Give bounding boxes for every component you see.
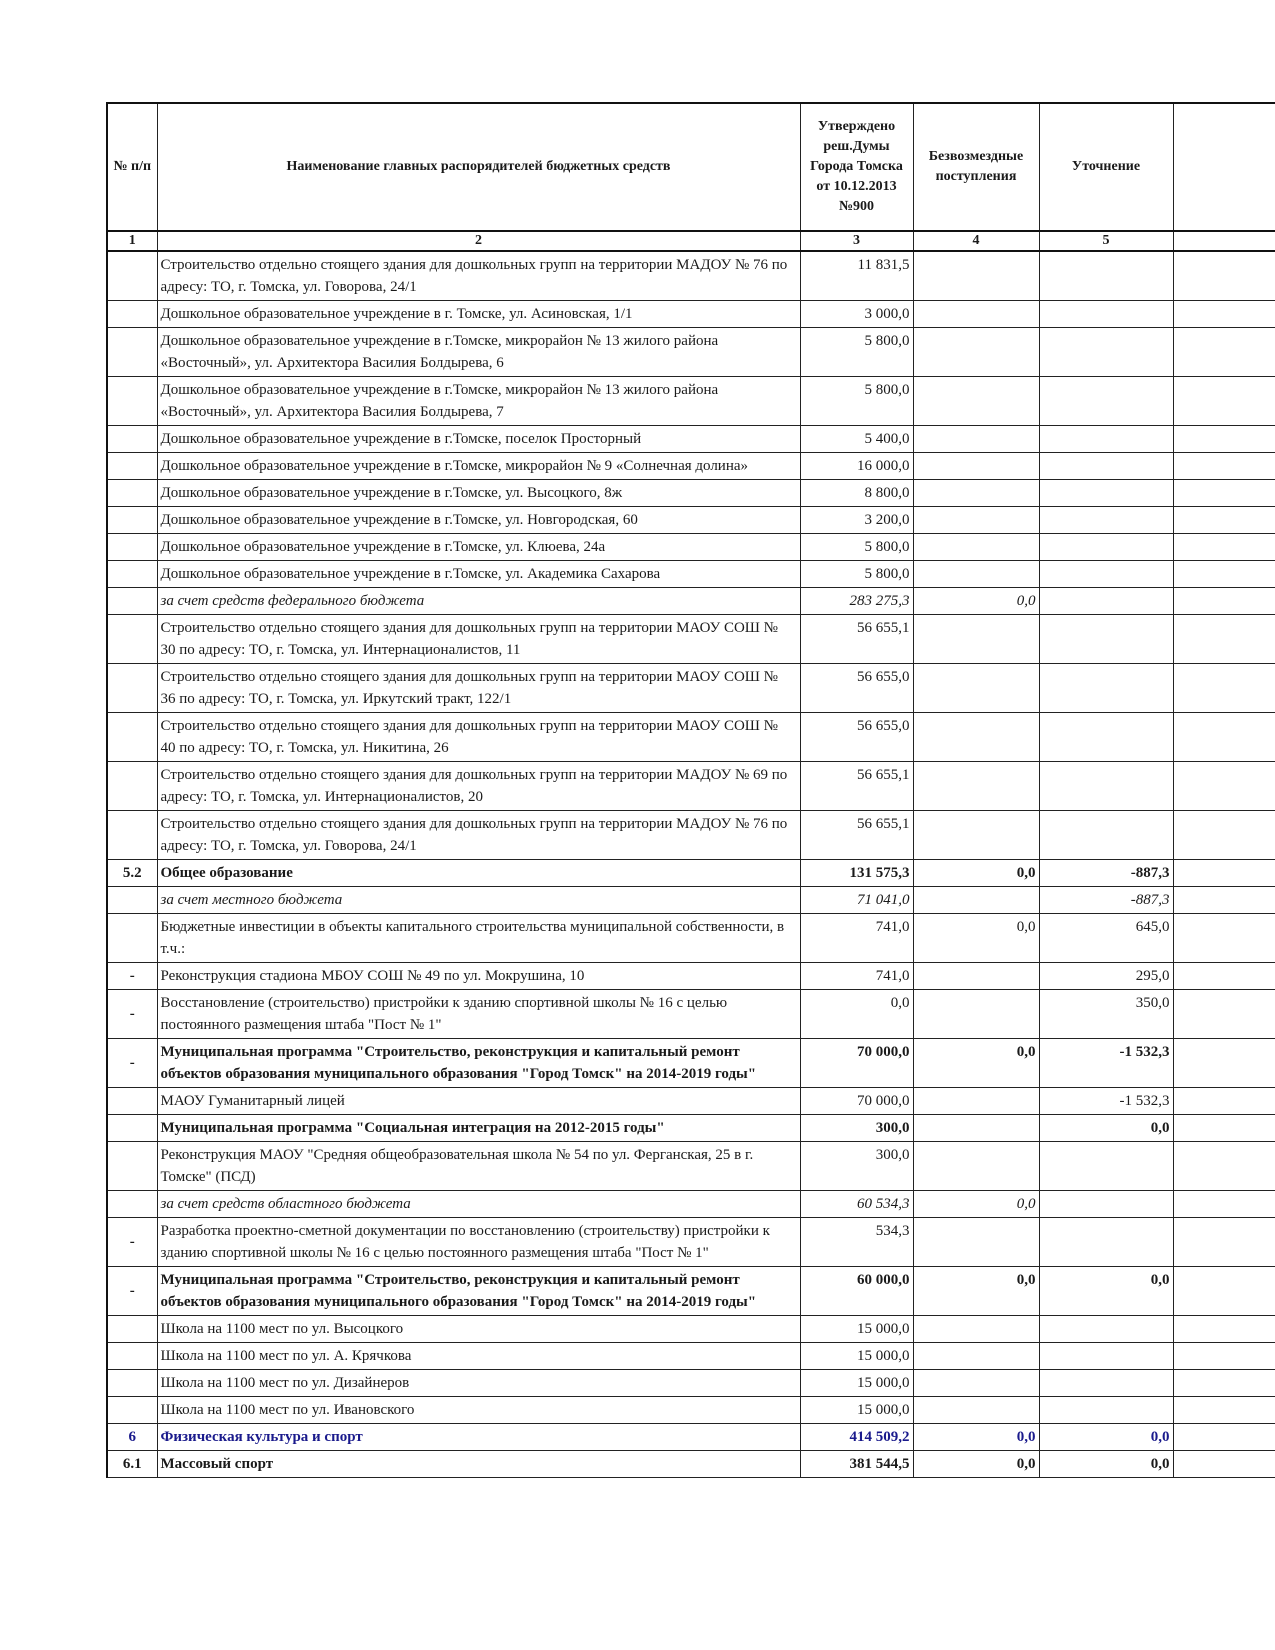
row-free: 0,0: [913, 588, 1039, 615]
table-row: [107, 963, 1275, 990]
row-name: Строительство отдельно стоящего здания для дошкольных групп на территории МАДОУ № 69 по адресу: ТО, г. Томска, ул. Интернационалистов, 20: [157, 762, 800, 811]
row-number: [107, 426, 157, 453]
row-number: -: [107, 1267, 157, 1316]
row-name: Муниципальная программа "Строительство, реконструкция и капитальный ремонт объектов образования муниципального образования "Город Томск" на 2014-2019 годы": [157, 1039, 800, 1088]
header-cut-off: [1173, 103, 1275, 231]
table-row: [107, 860, 1275, 887]
row-number: [107, 1316, 157, 1343]
row-cut-off: [1173, 990, 1275, 1039]
row-name: Бюджетные инвестиции в объекты капитального строительства муниципальной собственности, в т.ч.:: [157, 914, 800, 963]
row-number: [107, 561, 157, 588]
row-cut-off: [1173, 453, 1275, 480]
table-row: [107, 426, 1275, 453]
row-name: Строительство отдельно стоящего здания для дошкольных групп на территории МАДОУ № 76 по адресу: ТО, г. Томска, ул. Говорова, 24/1: [157, 811, 800, 860]
row-name: Реконструкция МАОУ "Средняя общеобразовательная школа № 54 по ул. Ферганская, 25 в г. Томске" (ПСД): [157, 1142, 800, 1191]
row-cut-off: [1173, 1316, 1275, 1343]
row-cut-off: [1173, 1451, 1275, 1478]
row-cut-off: [1173, 480, 1275, 507]
row-cut-off: [1173, 1397, 1275, 1424]
row-name: Дошкольное образовательное учреждение в г.Томске, микрорайон № 13 жилого района «Восточный», ул. Архитектора Василия Болдырева, 7: [157, 377, 800, 426]
row-number: [107, 1370, 157, 1397]
row-clarification: [1039, 561, 1173, 588]
row-free: [913, 1397, 1039, 1424]
row-free: 0,0: [913, 1424, 1039, 1451]
row-approved: 56 655,1: [800, 762, 913, 811]
table-body: [107, 251, 1275, 1478]
row-cut-off: [1173, 301, 1275, 328]
row-number: [107, 453, 157, 480]
row-number: -: [107, 1218, 157, 1267]
row-number: [107, 301, 157, 328]
row-approved: 8 800,0: [800, 480, 913, 507]
row-approved: 56 655,1: [800, 811, 913, 860]
row-number: 5.2: [107, 860, 157, 887]
row-approved: 5 800,0: [800, 377, 913, 426]
row-clarification: [1039, 328, 1173, 377]
row-name: Строительство отдельно стоящего здания для дошкольных групп на территории МАОУ СОШ № 36 по адресу: ТО, г. Томска, ул. Иркутский тракт, 122/1: [157, 664, 800, 713]
header-approved: Утверждено реш.Думы Города Томска от 10.12.2013 №900: [800, 103, 913, 231]
row-approved: 15 000,0: [800, 1316, 913, 1343]
row-free: [913, 507, 1039, 534]
row-cut-off: [1173, 1370, 1275, 1397]
column-number-cut-off: [1173, 231, 1275, 251]
row-clarification: 295,0: [1039, 963, 1173, 990]
row-approved: 3 200,0: [800, 507, 913, 534]
column-number: 3: [800, 231, 913, 251]
table-row: [107, 713, 1275, 762]
row-free: [913, 1370, 1039, 1397]
row-cut-off: [1173, 887, 1275, 914]
row-name: Дошкольное образовательное учреждение в г.Томске, ул. Академика Сахарова: [157, 561, 800, 588]
row-clarification: [1039, 301, 1173, 328]
row-name: Физическая культура и спорт: [157, 1424, 800, 1451]
row-name: за счет средств федерального бюджета: [157, 588, 800, 615]
row-cut-off: [1173, 1088, 1275, 1115]
row-free: [913, 1343, 1039, 1370]
row-cut-off: [1173, 1191, 1275, 1218]
row-clarification: 350,0: [1039, 990, 1173, 1039]
row-name: Школа на 1100 мест по ул. Ивановского: [157, 1397, 800, 1424]
row-approved: 300,0: [800, 1115, 913, 1142]
table-row: [107, 480, 1275, 507]
table-row: [107, 1142, 1275, 1191]
table-row: [107, 914, 1275, 963]
row-approved: 5 400,0: [800, 426, 913, 453]
row-free: [913, 377, 1039, 426]
header-free: Безвозмездные поступления: [913, 103, 1039, 231]
row-approved: 534,3: [800, 1218, 913, 1267]
row-approved: 5 800,0: [800, 328, 913, 377]
table-row: [107, 1039, 1275, 1088]
row-free: [913, 887, 1039, 914]
table-row: [107, 1267, 1275, 1316]
row-free: 0,0: [913, 1451, 1039, 1478]
row-clarification: -887,3: [1039, 887, 1173, 914]
row-number: [107, 251, 157, 301]
row-name: МАОУ Гуманитарный лицей: [157, 1088, 800, 1115]
row-number: [107, 1088, 157, 1115]
row-name: Школа на 1100 мест по ул. Дизайнеров: [157, 1370, 800, 1397]
row-approved: 70 000,0: [800, 1088, 913, 1115]
row-approved: 414 509,2: [800, 1424, 913, 1451]
row-approved: 283 275,3: [800, 588, 913, 615]
row-name: Дошкольное образовательное учреждение в г.Томске, микрорайон № 13 жилого района «Восточный», ул. Архитектора Василия Болдырева, 6: [157, 328, 800, 377]
row-free: 0,0: [913, 914, 1039, 963]
row-number: [107, 914, 157, 963]
row-clarification: [1039, 1397, 1173, 1424]
row-cut-off: [1173, 507, 1275, 534]
row-name: Дошкольное образовательное учреждение в г. Томске, ул. Асиновская, 1/1: [157, 301, 800, 328]
row-approved: 15 000,0: [800, 1397, 913, 1424]
row-free: [913, 1088, 1039, 1115]
table-row: [107, 251, 1275, 301]
row-cut-off: [1173, 1267, 1275, 1316]
row-clarification: -1 532,3: [1039, 1088, 1173, 1115]
row-clarification: [1039, 1191, 1173, 1218]
row-cut-off: [1173, 963, 1275, 990]
row-number: [107, 1191, 157, 1218]
row-number: [107, 507, 157, 534]
table-row: [107, 615, 1275, 664]
row-name: Школа на 1100 мест по ул. Высоцкого: [157, 1316, 800, 1343]
row-name: Дошкольное образовательное учреждение в г.Томске, ул. Клюева, 24а: [157, 534, 800, 561]
row-name: Муниципальная программа "Социальная интеграция на 2012-2015 годы": [157, 1115, 800, 1142]
row-name: Строительство отдельно стоящего здания для дошкольных групп на территории МАОУ СОШ № 30 по адресу: ТО, г. Томска, ул. Интернационалистов, 11: [157, 615, 800, 664]
row-approved: 300,0: [800, 1142, 913, 1191]
row-approved: 11 831,5: [800, 251, 913, 301]
column-number: 4: [913, 231, 1039, 251]
row-name: Школа на 1100 мест по ул. А. Крячкова: [157, 1343, 800, 1370]
table-row: [107, 1115, 1275, 1142]
row-approved: 5 800,0: [800, 534, 913, 561]
row-free: [913, 301, 1039, 328]
row-clarification: 0,0: [1039, 1115, 1173, 1142]
row-free: [913, 561, 1039, 588]
row-free: 0,0: [913, 1039, 1039, 1088]
row-cut-off: [1173, 426, 1275, 453]
row-free: [913, 762, 1039, 811]
row-cut-off: [1173, 615, 1275, 664]
row-free: [913, 811, 1039, 860]
row-free: [913, 1218, 1039, 1267]
row-approved: 15 000,0: [800, 1343, 913, 1370]
table-row: [107, 811, 1275, 860]
row-number: [107, 887, 157, 914]
row-clarification: [1039, 1218, 1173, 1267]
row-clarification: [1039, 426, 1173, 453]
row-clarification: [1039, 664, 1173, 713]
table-row: [107, 561, 1275, 588]
row-approved: 56 655,1: [800, 615, 913, 664]
row-cut-off: [1173, 1142, 1275, 1191]
row-clarification: 0,0: [1039, 1451, 1173, 1478]
row-approved: 56 655,0: [800, 713, 913, 762]
table-row: [107, 588, 1275, 615]
row-name: Дошкольное образовательное учреждение в г.Томске, ул. Высоцкого, 8ж: [157, 480, 800, 507]
row-approved: 5 800,0: [800, 561, 913, 588]
table-row: [107, 1191, 1275, 1218]
row-number: [107, 664, 157, 713]
row-cut-off: [1173, 328, 1275, 377]
row-clarification: [1039, 251, 1173, 301]
row-number: [107, 588, 157, 615]
row-clarification: [1039, 480, 1173, 507]
row-clarification: -887,3: [1039, 860, 1173, 887]
row-clarification: [1039, 1142, 1173, 1191]
row-approved: 0,0: [800, 990, 913, 1039]
row-cut-off: [1173, 1039, 1275, 1088]
table-row: [107, 301, 1275, 328]
table-row: [107, 762, 1275, 811]
row-name: Общее образование: [157, 860, 800, 887]
row-free: 0,0: [913, 860, 1039, 887]
row-clarification: -1 532,3: [1039, 1039, 1173, 1088]
row-free: [913, 480, 1039, 507]
row-free: [913, 990, 1039, 1039]
row-clarification: [1039, 811, 1173, 860]
row-cut-off: [1173, 1343, 1275, 1370]
row-free: [913, 713, 1039, 762]
row-number: [107, 762, 157, 811]
row-approved: 3 000,0: [800, 301, 913, 328]
row-approved: 16 000,0: [800, 453, 913, 480]
row-approved: 60 000,0: [800, 1267, 913, 1316]
row-clarification: [1039, 1316, 1173, 1343]
row-approved: 15 000,0: [800, 1370, 913, 1397]
row-name: за счет средств областного бюджета: [157, 1191, 800, 1218]
row-number: 6.1: [107, 1451, 157, 1478]
row-number: [107, 615, 157, 664]
row-cut-off: [1173, 1115, 1275, 1142]
row-name: Дошкольное образовательное учреждение в г.Томске, микрорайон № 9 «Солнечная долина»: [157, 453, 800, 480]
row-name: за счет местного бюджета: [157, 887, 800, 914]
column-number: 5: [1039, 231, 1173, 251]
row-number: [107, 1343, 157, 1370]
row-clarification: [1039, 615, 1173, 664]
row-name: Массовый спорт: [157, 1451, 800, 1478]
table-row: [107, 664, 1275, 713]
row-free: [913, 1142, 1039, 1191]
row-free: [913, 453, 1039, 480]
table-row: [107, 1451, 1275, 1478]
row-number: -: [107, 963, 157, 990]
table-row: [107, 1088, 1275, 1115]
row-free: 0,0: [913, 1191, 1039, 1218]
row-clarification: [1039, 762, 1173, 811]
row-cut-off: [1173, 860, 1275, 887]
row-cut-off: [1173, 811, 1275, 860]
table-row: [107, 1424, 1275, 1451]
table-row: [107, 1343, 1275, 1370]
row-approved: 70 000,0: [800, 1039, 913, 1088]
row-cut-off: [1173, 1424, 1275, 1451]
row-approved: 741,0: [800, 914, 913, 963]
row-number: 6: [107, 1424, 157, 1451]
row-number: -: [107, 1039, 157, 1088]
row-cut-off: [1173, 713, 1275, 762]
table-row: [107, 1316, 1275, 1343]
table-row: [107, 990, 1275, 1039]
row-clarification: 0,0: [1039, 1424, 1173, 1451]
row-approved: 60 534,3: [800, 1191, 913, 1218]
row-cut-off: [1173, 664, 1275, 713]
row-clarification: [1039, 453, 1173, 480]
table-row: [107, 1397, 1275, 1424]
table-row: [107, 377, 1275, 426]
row-clarification: [1039, 1343, 1173, 1370]
row-cut-off: [1173, 561, 1275, 588]
row-approved: 741,0: [800, 963, 913, 990]
row-cut-off: [1173, 762, 1275, 811]
row-number: [107, 1397, 157, 1424]
table-row: [107, 887, 1275, 914]
row-cut-off: [1173, 251, 1275, 301]
row-number: [107, 811, 157, 860]
table-row: [107, 1218, 1275, 1267]
row-free: [913, 251, 1039, 301]
row-free: [913, 328, 1039, 377]
row-number: -: [107, 990, 157, 1039]
row-cut-off: [1173, 377, 1275, 426]
row-cut-off: [1173, 914, 1275, 963]
row-name: Дошкольное образовательное учреждение в г.Томске, ул. Новгородская, 60: [157, 507, 800, 534]
row-free: 0,0: [913, 1267, 1039, 1316]
row-number: [107, 480, 157, 507]
row-name: Восстановление (строительство) пристройки к зданию спортивной школы № 16 с целью постоянного размещения штаба "Пост № 1": [157, 990, 800, 1039]
row-free: [913, 534, 1039, 561]
header-num: № п/п: [107, 103, 157, 231]
row-number: [107, 1142, 157, 1191]
row-cut-off: [1173, 588, 1275, 615]
table-row: [107, 534, 1275, 561]
row-clarification: [1039, 377, 1173, 426]
row-clarification: [1039, 507, 1173, 534]
row-approved: 56 655,0: [800, 664, 913, 713]
row-name: Муниципальная программа "Строительство, реконструкция и капитальный ремонт объектов образования муниципального образования "Город Томск" на 2014-2019 годы": [157, 1267, 800, 1316]
row-approved: 131 575,3: [800, 860, 913, 887]
row-number: [107, 713, 157, 762]
row-clarification: 645,0: [1039, 914, 1173, 963]
row-clarification: [1039, 1370, 1173, 1397]
row-free: [913, 1316, 1039, 1343]
column-number: 1: [107, 231, 157, 251]
row-number: [107, 534, 157, 561]
row-number: [107, 377, 157, 426]
row-free: [913, 963, 1039, 990]
row-free: [913, 664, 1039, 713]
row-name: Строительство отдельно стоящего здания для дошкольных групп на территории МАДОУ № 76 по адресу: ТО, г. Томска, ул. Говорова, 24/1: [157, 251, 800, 301]
row-free: [913, 426, 1039, 453]
row-name: Дошкольное образовательное учреждение в г.Томске, поселок Просторный: [157, 426, 800, 453]
budget-table: [106, 102, 1275, 1478]
row-number: [107, 328, 157, 377]
row-name: Реконструкция стадиона МБОУ СОШ № 49 по ул. Мокрушина, 10: [157, 963, 800, 990]
row-cut-off: [1173, 1218, 1275, 1267]
row-clarification: [1039, 713, 1173, 762]
row-name: Разработка проектно-сметной документации по восстановлению (строительству) пристройки к зданию спортивной школы № 16 с целью постоянного размещения штаба "Пост № 1": [157, 1218, 800, 1267]
row-approved: 71 041,0: [800, 887, 913, 914]
row-name: Строительство отдельно стоящего здания для дошкольных групп на территории МАОУ СОШ № 40 по адресу: ТО, г. Томска, ул. Никитина, 26: [157, 713, 800, 762]
table-row: [107, 507, 1275, 534]
header-name: Наименование главных распорядителей бюджетных средств: [157, 103, 800, 231]
row-free: [913, 615, 1039, 664]
row-clarification: 0,0: [1039, 1267, 1173, 1316]
row-clarification: [1039, 588, 1173, 615]
table-row: [107, 1370, 1275, 1397]
column-number: 2: [157, 231, 800, 251]
table-row: [107, 453, 1275, 480]
row-cut-off: [1173, 534, 1275, 561]
header-clarification: Уточнение: [1039, 103, 1173, 231]
table-row: [107, 328, 1275, 377]
row-number: [107, 1115, 157, 1142]
row-clarification: [1039, 534, 1173, 561]
row-free: [913, 1115, 1039, 1142]
row-approved: 381 544,5: [800, 1451, 913, 1478]
